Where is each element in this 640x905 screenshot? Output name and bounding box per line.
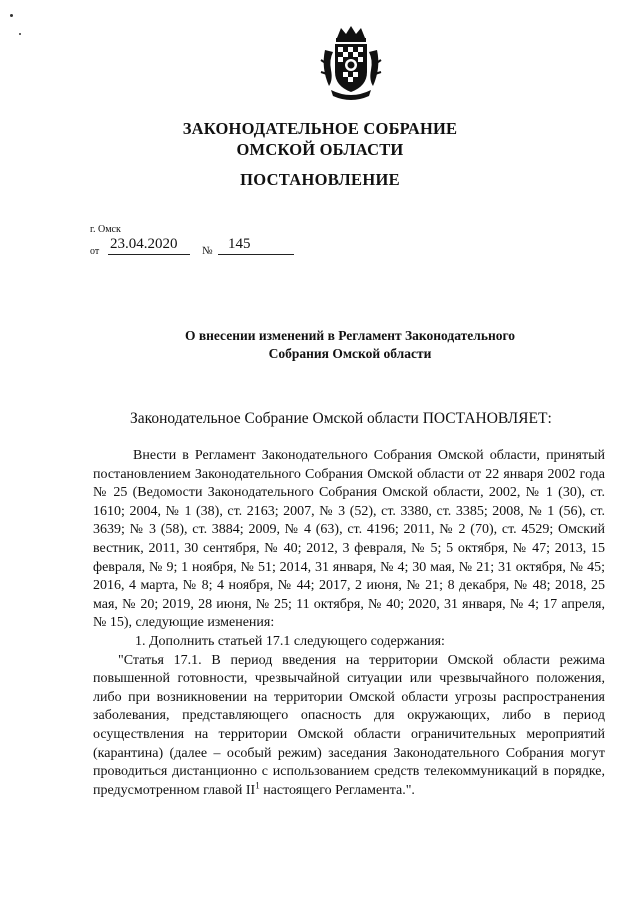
coat-of-arms-icon (319, 24, 383, 100)
document-title (0, 327, 640, 363)
document-date: 23.04.2020 (108, 236, 190, 255)
document-number: 145 (218, 236, 294, 255)
list-item-1: 1. Дополнить статьей 17.1 следующего содержания: (135, 633, 445, 649)
scan-dot (19, 33, 21, 35)
city: г. Омск (90, 224, 121, 235)
org-name-line-2: ОМСКОЙ ОБЛАСТИ (236, 140, 404, 159)
preamble: Законодательное Собрание Омской области ПОСТАНОВЛЯЕТ: (130, 410, 552, 427)
chapter-superscript: 1 (255, 780, 260, 791)
intro-paragraph: Внести в Регламент Законодательного Собрания Омской области, принятый постановлением Законодательного Собрания Омской области от 22 января 2002 года № 25 (Ведомости Законодательного Собрания Омской области, 2002, № 1 (30), ст. 1610; 2004, № 1 (38), ст. 2163; 2007, № 3 (52), ст. 3380, ст. 3385; 2008, № 1 (56), ст. 3639; № 3 (58), ст. 3884; 2009, № 4 (63), ст. 4196; 2011, № 2 (70), ст. 4529; Омский вестник, 2011, 30 сентября, № 40; 2012, 3 февраля, № 5; 5 октября, № 47; 2013, 15 февраля, № 9; 1 ноября, № 51; 2014, 31 января, № 4; 30 мая, № 21; 31 октября, № 45; 2016, 4 марта, № 8; 4 ноября, № 44; 2017, 2 июня, № 21; 8 декабря, № 48; 2018, 25 мая, № 20; 2019, 28 июня, № 25; 11 октября, № 40; 2020, 31 января, № 4; 17 апреля, № 15), следующие изменения: (93, 448, 605, 631)
quote-text: "Статья 17.1. В период введения на территории Омской области режима повышенной готовности, чрезвычайной ситуации или чрезвычайного положения, либо при возникновении на территории Омской области угрозы распространения заболевания, представляющего опасность для окружающих, либо в период осуществления на территории Омской области ограничительных мероприятий (карантина) (далее – особый режим) заседания Законодательного Собрания могут проводиться дистанционно с использованием средств телекоммуникаций в порядке, предусмотренном главой II (93, 652, 605, 798)
title-line-2: Собрания Омской области (268, 346, 432, 361)
scan-dot (10, 14, 13, 17)
org-name-line-1: ЗАКОНОДАТЕЛЬНОЕ СОБРАНИЕ (182, 119, 458, 138)
title-line-1: О внесении изменений в Регламент Законодательного (184, 328, 516, 343)
org-header (0, 118, 640, 160)
document-type: ПОСТАНОВЛЕНИЕ (240, 170, 400, 189)
date-number-line (90, 236, 310, 258)
document-body (93, 447, 605, 800)
quote-end: настоящего Регламента.". (259, 782, 415, 798)
quoted-article (93, 652, 605, 801)
date-prefix: от (90, 246, 100, 257)
number-prefix: № (202, 245, 213, 257)
